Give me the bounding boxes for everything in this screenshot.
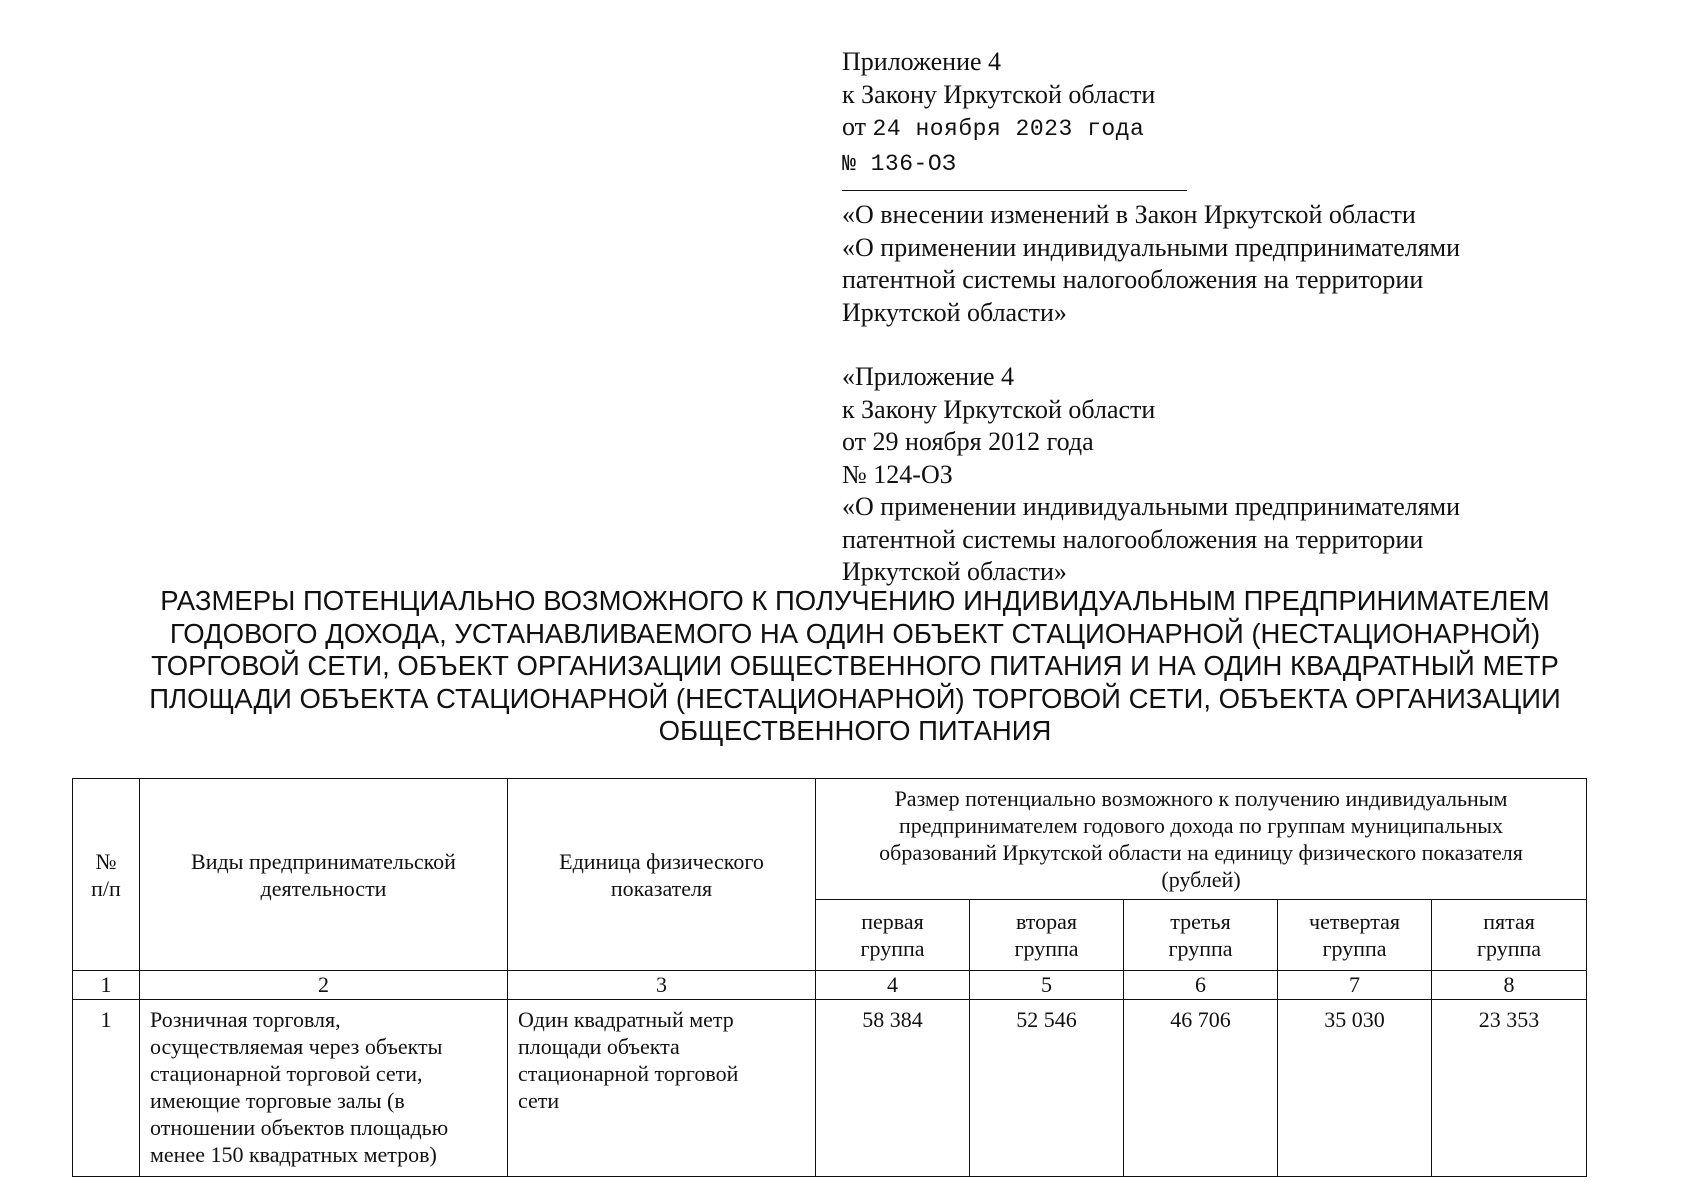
- column-number-row: [73, 971, 1587, 1000]
- document-title: [60, 585, 1650, 748]
- header-group-3: третья группа: [1124, 900, 1278, 971]
- header-activity: Виды предпринимательской деятельности: [140, 779, 508, 971]
- column-number: 5: [970, 971, 1124, 1000]
- appendix-label: Приложение 4: [842, 47, 1002, 76]
- header-number: № п/п: [73, 779, 140, 971]
- law-title-line: «О применении индивидуальными предпринимателями: [842, 232, 1461, 262]
- header-group-5: пятая группа: [1432, 900, 1587, 971]
- activity-cell: Розничная торговля, осуществляемая через объекты стационарной торговой сети, имеющие торговые залы (в отношении объектов площадью менее 150 квадратных метров): [140, 1000, 508, 1177]
- law-reference: к Закону Иркутской области: [842, 79, 1156, 109]
- unit-cell: Один квадратный метр площади объекта стационарной торговой сети: [508, 1000, 816, 1177]
- header-group-1: первая группа: [816, 900, 970, 971]
- law-title-line: патентной системы налогообложения на территории: [842, 265, 1424, 294]
- table-row: [73, 1000, 1587, 1177]
- quoted-appendix-line: Иркутской области»: [842, 557, 1067, 586]
- law-title-line: Иркутской области»: [842, 297, 1067, 327]
- law-date: [842, 111, 1662, 146]
- typed-date: 24 ноября 2023 года: [872, 116, 1145, 142]
- header-income-size: Размер потенциально возможного к получению индивидуальным предпринимателем годового дохода по группам муниципальных образований Иркутской области на единицу физического показателя (рублей): [816, 779, 1587, 900]
- typed-number: № 136-ОЗ: [842, 150, 957, 177]
- title-line: ТОРГОВОЙ СЕТИ, ОБЪЕКТ ОРГАНИЗАЦИИ ОБЩЕСТВЕННОГО ПИТАНИЯ И НА ОДИН КВАДРАТНЫЙ МЕТР: [151, 650, 1559, 681]
- column-number: 2: [140, 971, 508, 1000]
- title-line: ГОДОВОГО ДОХОДА, УСТАНАВЛИВАЕМОГО НА ОДИН ОБЪЕКТ СТАЦИОНАРНОЙ (НЕСТАЦИОНАРНОЙ): [169, 617, 1541, 649]
- table-header-row: [73, 779, 1587, 900]
- quoted-appendix-line: к Закону Иркутской области: [842, 394, 1156, 424]
- appendix-header: [842, 46, 1662, 589]
- value-group-1: 58 384: [816, 1000, 970, 1177]
- law-title-line: «О внесении изменений в Закон Иркутской области: [842, 200, 1416, 229]
- value-group-2: 52 546: [970, 1000, 1124, 1177]
- spacer: [842, 329, 1662, 361]
- date-prefix: от: [842, 112, 867, 141]
- column-number: 6: [1124, 971, 1278, 1000]
- title-line: ПЛОЩАДИ ОБЪЕКТА СТАЦИОНАРНОЙ (НЕСТАЦИОНАРНОЙ) ТОРГОВОЙ СЕТИ, ОБЪЕКТА ОРГАНИЗАЦИИ: [149, 682, 1561, 714]
- value-group-5: 23 353: [1432, 1000, 1587, 1177]
- signature-rule: [842, 190, 1187, 191]
- header-unit: Единица физического показателя: [508, 779, 816, 971]
- income-rates-table: [72, 778, 1587, 1177]
- column-number: 7: [1278, 971, 1432, 1000]
- header-group-2: вторая группа: [970, 900, 1124, 971]
- quoted-appendix-line: «О применении индивидуальными предпринимателями: [842, 492, 1461, 521]
- value-group-3: 46 706: [1124, 1000, 1278, 1177]
- column-number: 1: [73, 971, 140, 1000]
- quoted-appendix-line: патентной системы налогообложения на территории: [842, 524, 1424, 554]
- column-number: 3: [508, 971, 816, 1000]
- quoted-appendix-line: № 124-ОЗ: [842, 459, 953, 489]
- quoted-appendix-line: от 29 ноября 2012 года: [842, 427, 1094, 456]
- title-line: РАЗМЕРЫ ПОТЕНЦИАЛЬНО ВОЗМОЖНОГО К ПОЛУЧЕНИЮ ИНДИВИДУАЛЬНЫМ ПРЕДПРИНИМАТЕЛЕМ: [160, 585, 1550, 616]
- row-number: 1: [73, 1000, 140, 1177]
- value-group-4: 35 030: [1278, 1000, 1432, 1177]
- quoted-appendix-line: «Приложение 4: [842, 362, 1015, 391]
- law-number: [842, 146, 1662, 181]
- column-number: 4: [816, 971, 970, 1000]
- title-line: ОБЩЕСТВЕННОГО ПИТАНИЯ: [658, 715, 1052, 746]
- header-group-4: четвертая группа: [1278, 900, 1432, 971]
- column-number: 8: [1432, 971, 1587, 1000]
